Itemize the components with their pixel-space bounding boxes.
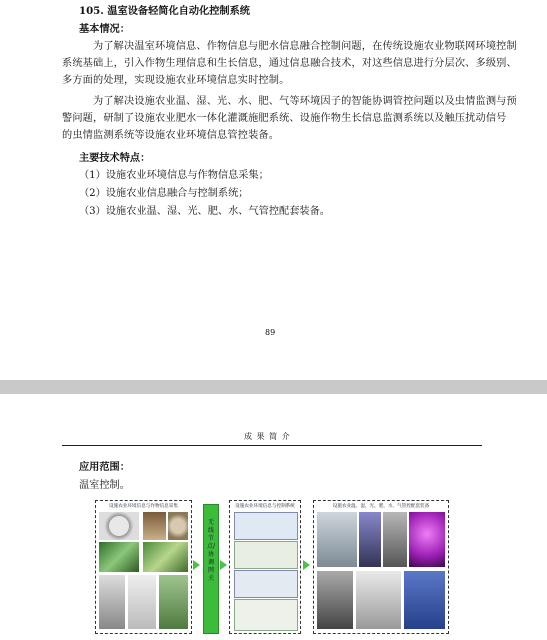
plant-photo bbox=[143, 542, 188, 572]
tank-photo bbox=[359, 512, 381, 567]
basic-heading: 基本情况： bbox=[79, 23, 130, 35]
para2-line2: 警问题，研制了设施农业肥水一体化灌溉施肥系统、设施作物生长信息监测系统以及触压扰动信号 bbox=[62, 113, 507, 124]
arrow-right-icon bbox=[303, 560, 310, 570]
software-screenshot bbox=[234, 599, 298, 631]
left-caption: 设施农业环境信息与作物信息采集 bbox=[109, 504, 178, 509]
features-heading: 主要技术特点： bbox=[79, 152, 151, 164]
sensor-photo bbox=[99, 512, 139, 540]
system-figure bbox=[92, 494, 452, 640]
section-title: 105. 温室设备轻简化自动化控制系统 bbox=[79, 5, 250, 17]
equipment-panel bbox=[313, 500, 449, 634]
device-photo bbox=[128, 575, 156, 629]
feature-item: （1）设施农业环境信息与作物信息采集； bbox=[79, 170, 269, 181]
page-number: 89 bbox=[265, 328, 276, 337]
feature-item: （2）设施农业信息融合与控制系统； bbox=[79, 188, 249, 199]
para2-line3: 的虫情监测系统等设施农业环境信息管控装备。 bbox=[62, 130, 280, 141]
para1-line2: 系统基础上，引入作物生理信息和生长信息，通过信息融合技术，对这些信息进行分层次、多级别、 bbox=[62, 58, 517, 69]
app-heading: 应用范围： bbox=[79, 461, 130, 473]
device-photo bbox=[99, 575, 125, 629]
fan-photo bbox=[317, 571, 353, 629]
running-header: 成 果 简 介 bbox=[244, 432, 291, 441]
arrow-right-icon bbox=[220, 560, 227, 570]
mid-caption: 设施农业环境信息与控制系统 bbox=[235, 504, 295, 509]
para1-line1: 为了解决温室环境信息、作物信息与肥水信息融合控制问题，在传统设施农业物联网环境控制 bbox=[93, 41, 517, 52]
wireless-node-label: 无线节点/协调网关 bbox=[207, 519, 216, 582]
software-screenshot bbox=[234, 512, 298, 540]
page-90 bbox=[0, 394, 547, 640]
app-text: 温室控制。 bbox=[79, 480, 130, 491]
plant-photo bbox=[159, 575, 188, 629]
acquisition-panel bbox=[95, 500, 192, 634]
right-caption: 设施农业温、湿、光、肥、水、气管控配套装备 bbox=[332, 504, 430, 509]
arrow-right-icon bbox=[193, 560, 200, 570]
grow-light-photo bbox=[409, 512, 445, 567]
wireless-node-box bbox=[203, 504, 219, 634]
para2-line1: 为了解决设施农业温、湿、光、水、肥、气等环境因子的智能协调管控问题以及虫情监测与预 bbox=[93, 96, 517, 107]
feature-item: （3）设施农业温、湿、光、肥、水、气管控配套装备。 bbox=[79, 206, 330, 217]
para1-line3: 多方面的处理，实现设施农业环境信息实时控制。 bbox=[62, 75, 290, 86]
control-cabinet-photo bbox=[404, 571, 445, 629]
sensor-photo bbox=[143, 512, 166, 540]
software-screenshot bbox=[234, 570, 298, 598]
greenhouse-photo bbox=[317, 512, 357, 567]
equipment-photo bbox=[383, 512, 407, 567]
greenhouse-photo bbox=[356, 571, 401, 629]
software-panel bbox=[229, 500, 301, 634]
sensor-photo bbox=[168, 512, 188, 540]
software-screenshot bbox=[234, 541, 298, 569]
header-rule bbox=[62, 445, 482, 446]
plant-photo bbox=[99, 542, 139, 572]
